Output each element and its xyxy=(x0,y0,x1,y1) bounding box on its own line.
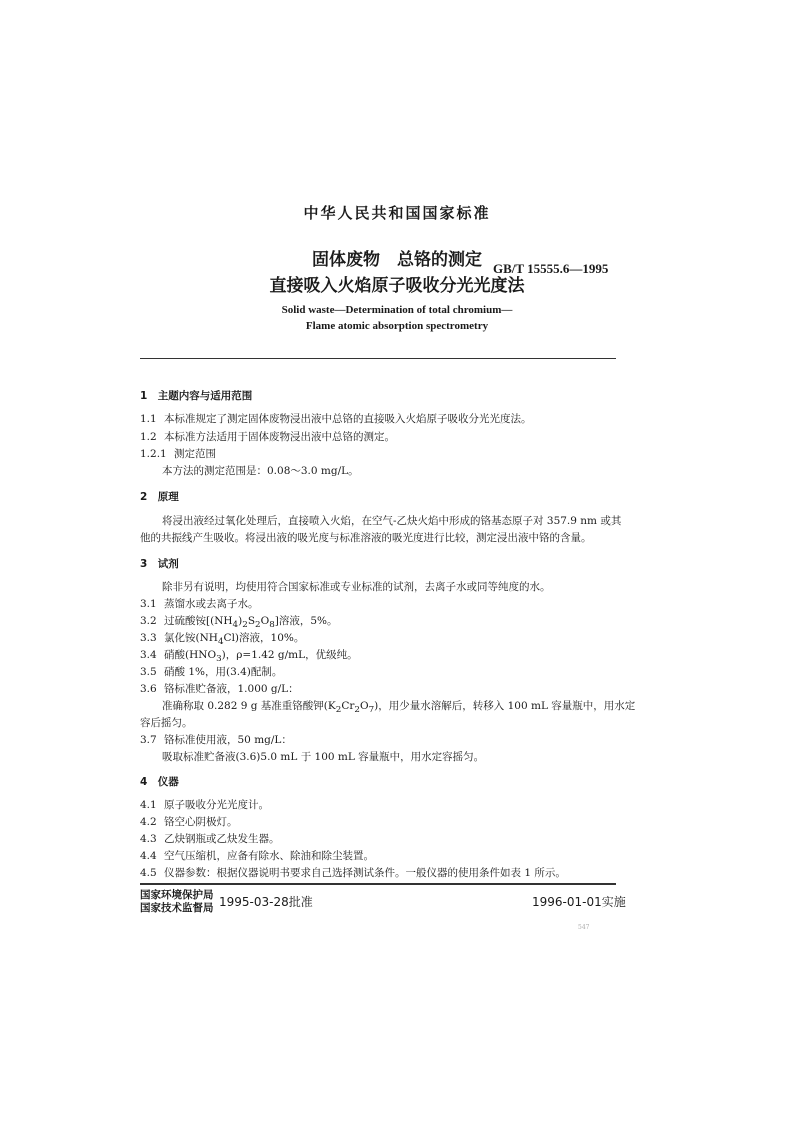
clause-4-1 xyxy=(140,798,269,812)
principle-line2: 他的共振线产生吸收。将浸出液的吸光度与标准溶液的吸光度进行比较，测定浸出液中铬的含量。 xyxy=(140,532,592,544)
page-number: 547 xyxy=(578,924,590,931)
clause-text: 仪器参数：根据仪器说明书要求自己选择测试条件。一般仪器的使用条件如表 1 所示。 xyxy=(164,867,566,879)
footer-org-2: 国家技术监督局 xyxy=(140,902,214,914)
clause-number: 4.1 xyxy=(140,799,157,811)
clause-1-2-1-body: 本方法的测定范围是：0.08～3.0 mg/L。 xyxy=(162,465,359,477)
section-3-heading: 3 试剂 xyxy=(140,558,179,570)
effective-date: 1996-01-01实施 xyxy=(532,895,626,909)
clause-number: 3.1 xyxy=(140,598,157,610)
clause-3-6-body-line2: 容后摇匀。 xyxy=(140,717,193,729)
clause-1-2 xyxy=(140,430,395,444)
clause-text: 过硫酸铵$[(NH_4)_2S_2O_8]$溶液，5%。 xyxy=(164,615,338,631)
approval-date: 1995-03-28批准 xyxy=(219,895,313,909)
clause-text: 原子吸收分光光度计。 xyxy=(164,799,269,811)
clause-number: 3.6 xyxy=(140,683,157,695)
clause-text: 氯化铵$(NH_4Cl)$溶液，10%。 xyxy=(164,632,305,648)
standard-code: GB/T 15555.6—1995 xyxy=(493,261,609,276)
footer-divider xyxy=(140,883,616,885)
issuing-authority: 中华人民共和国国家标准 xyxy=(303,204,491,222)
clause-number: 1.2 xyxy=(140,431,157,443)
clause-number: 4.3 xyxy=(140,833,157,845)
clause-1-1 xyxy=(140,412,532,426)
clause-number: 3.2 xyxy=(140,615,157,627)
clause-number: 1.2.1 xyxy=(140,448,167,460)
title-chinese-line1: 固体废物 总铬的测定 xyxy=(312,250,482,270)
clause-3-5 xyxy=(140,665,282,679)
section-2-heading: 2 原理 xyxy=(140,491,179,503)
clause-text: 硝酸$(HNO_3)$，ρ=1.42 g/mL，优级纯。 xyxy=(164,649,358,665)
clause-text: 硝酸 1%，用(3.4)配制。 xyxy=(164,666,283,678)
clause-number: 4.5 xyxy=(140,867,157,879)
clause-text: 测定范围 xyxy=(174,448,216,460)
clause-text: 铬标准使用液，50 mg/L： xyxy=(164,734,292,746)
section-4-heading: 4 仪器 xyxy=(140,776,179,788)
title-chinese-line2: 直接吸入火焰原子吸收分光光度法 xyxy=(269,276,525,296)
clause-number: 1.1 xyxy=(140,413,157,425)
clause-4-2 xyxy=(140,815,238,829)
principle-line1: 将浸出液经过氧化处理后，直接喷入火焰，在空气-乙炔火焰中形成的铬基态原子对 357.9 nm 或其 xyxy=(162,515,622,527)
title-english-line1: Solid waste—Determination of total chromium— xyxy=(281,304,513,316)
header-divider xyxy=(140,358,616,359)
clause-number: 4.4 xyxy=(140,850,157,862)
clause-text: 本标准规定了测定固体废物浸出液中总铬的直接吸入火焰原子吸收分光光度法。 xyxy=(164,413,532,425)
clause-text: 本标准方法适用于固体废物浸出液中总铬的测定。 xyxy=(164,431,395,443)
footer-org-1: 国家环境保护局 xyxy=(140,889,214,901)
clause-text: 乙炔钢瓶或乙炔发生器。 xyxy=(164,833,280,845)
clause-number: 3.7 xyxy=(140,734,157,746)
clause-text: 蒸馏水或去离子水。 xyxy=(164,598,259,610)
clause-number: 3.5 xyxy=(140,666,157,678)
clause-4-5 xyxy=(140,866,566,880)
clause-4-4 xyxy=(140,849,374,863)
clause-3-2 xyxy=(140,614,338,632)
clause-3-1 xyxy=(140,597,259,611)
clause-3-6 xyxy=(140,682,299,696)
clause-text: 铬标准贮备液，1.000 g/L： xyxy=(164,683,299,695)
clause-text: 铬空心阴极灯。 xyxy=(164,816,238,828)
clause-3-7 xyxy=(140,733,292,747)
title-english-line2: Flame atomic absorption spectrometry xyxy=(305,320,489,332)
clause-3-7-body: 吸取标准贮备液(3.6)5.0 mL 于 100 mL 容量瓶中，用水定容摇匀。 xyxy=(162,751,485,763)
clause-text: 空气压缩机，应备有除水、除油和除尘装置。 xyxy=(164,850,374,862)
clause-3-3 xyxy=(140,631,304,649)
clause-number: 3.4 xyxy=(140,649,157,661)
clause-4-3 xyxy=(140,832,280,846)
clause-3-6-body-line1: 准确称取 0.282 9 g 基准重铬酸钾$(K_2Cr_2O_7)$，用少量水溶解后，转移入 100 mL 容量瓶中，用水定 xyxy=(162,700,636,716)
reagents-intro: 除非另有说明，均使用符合国家标准或专业标准的试剂，去离子水或同等纯度的水。 xyxy=(162,581,551,593)
clause-number: 3.3 xyxy=(140,632,157,644)
clause-number: 4.2 xyxy=(140,816,157,828)
clause-3-4 xyxy=(140,648,358,666)
section-1-heading: 1 主题内容与适用范围 xyxy=(140,390,253,402)
clause-1-2-1 xyxy=(140,447,216,461)
